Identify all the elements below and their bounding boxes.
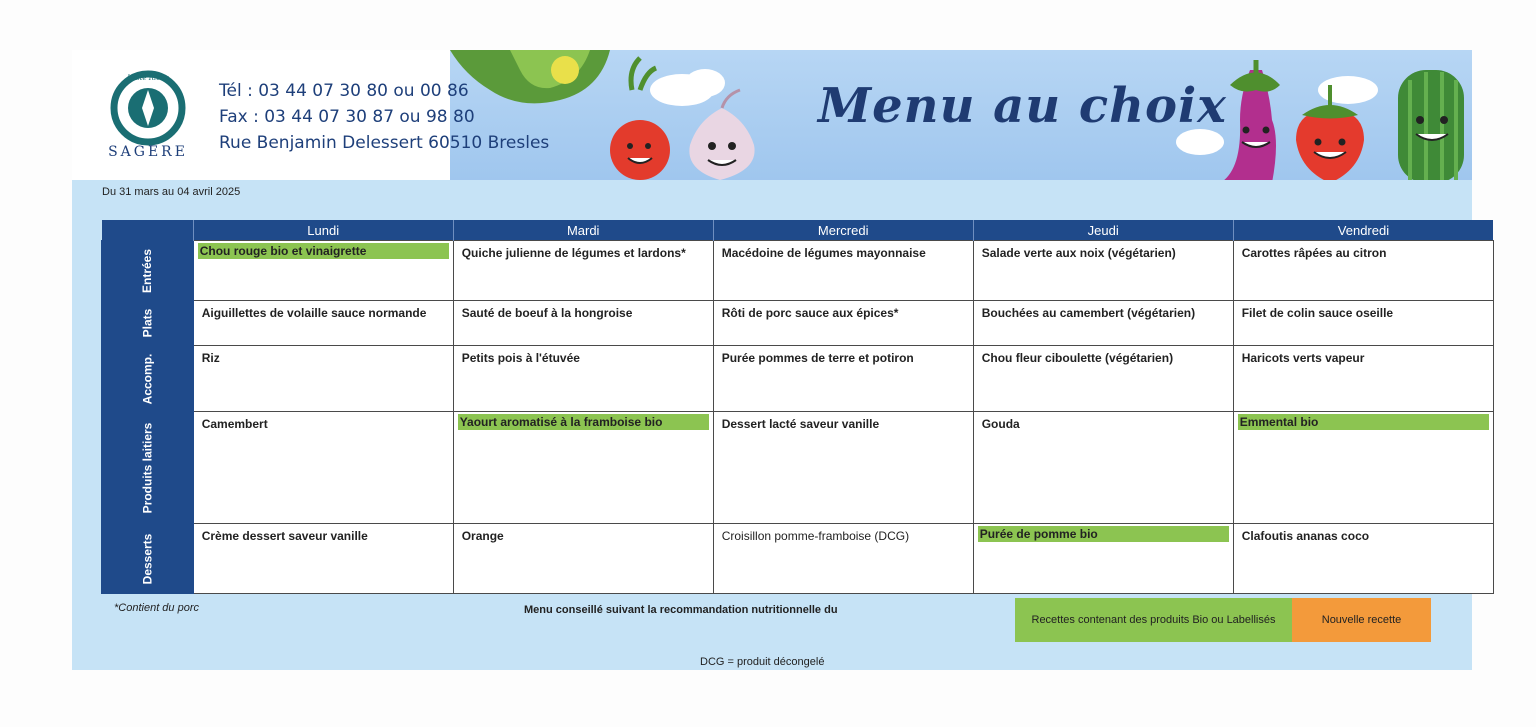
menu-title: Menu au choix <box>818 78 1227 134</box>
phone-number: Tél : 03 44 07 30 80 ou 00 86 <box>219 81 469 101</box>
menu-cell <box>1233 241 1493 301</box>
dish: Salade verte aux noix (végétarien) <box>981 246 1176 260</box>
dish: Chou fleur ciboulette (végétarien) <box>981 351 1174 365</box>
table-corner <box>102 220 194 241</box>
menu-cell <box>973 346 1233 412</box>
dish: Rôti de porc sauce aux épices* <box>721 306 899 320</box>
logo-text-bottom: SAGERE <box>108 144 188 158</box>
course-label <box>102 241 194 301</box>
date-range: Du 31 mars au 04 avril 2025 <box>102 186 241 198</box>
day-header: Vendredi <box>1233 220 1493 241</box>
menu-cell <box>713 412 973 524</box>
menu-cell <box>713 346 973 412</box>
menu-row <box>102 524 1494 594</box>
dish: Macédoine de légumes mayonnaise <box>721 246 926 260</box>
menu-cell <box>193 301 453 346</box>
dish: Haricots verts vapeur <box>1241 351 1365 365</box>
fax-number: Fax : 03 44 07 30 87 ou 98 80 <box>219 107 475 127</box>
dish: Quiche julienne de légumes et lardons* <box>461 246 686 260</box>
dish: Croisillon pomme-framboise (DCG) <box>721 529 910 543</box>
dish: Dessert lacté saveur vanille <box>721 417 880 431</box>
course-label-text: Produits laitiers <box>140 422 155 513</box>
menu-cell <box>453 524 713 594</box>
course-label-text: Accomp. <box>140 353 155 404</box>
day-header: Mercredi <box>713 220 973 241</box>
dish: Orange <box>461 529 504 543</box>
menu-cell <box>1233 346 1493 412</box>
logo-text-top: Halte Rieux <box>127 74 169 82</box>
menu-cell <box>973 301 1233 346</box>
dish: Riz <box>201 351 220 365</box>
pork-note: *Contient du porc <box>114 602 199 614</box>
course-label <box>102 346 194 412</box>
dish: Sauté de boeuf à la hongroise <box>461 306 633 320</box>
sagere-logo <box>102 66 194 158</box>
dish-bio: Yaourt aromatisé à la framboise bio <box>458 414 709 430</box>
menu-cell <box>973 241 1233 301</box>
menu-cell <box>973 412 1233 524</box>
dish-bio: Emmental bio <box>1238 414 1489 430</box>
course-label-text: Plats <box>140 308 155 338</box>
dish: Carottes râpées au citron <box>1241 246 1387 260</box>
menu-cell <box>713 524 973 594</box>
day-header: Jeudi <box>973 220 1233 241</box>
day-header: Lundi <box>193 220 453 241</box>
menu-table <box>101 220 1494 594</box>
dish: Gouda <box>981 417 1020 431</box>
menu-cell <box>453 412 713 524</box>
course-label <box>102 412 194 524</box>
legend-new-recipe: Nouvelle recette <box>1292 598 1431 642</box>
dish: Purée pommes de terre et potiron <box>721 351 914 365</box>
dish: Petits pois à l'étuvée <box>461 351 580 365</box>
course-label <box>102 524 194 594</box>
menu-cell <box>193 241 453 301</box>
menu-cell <box>193 346 453 412</box>
menu-cell <box>1233 524 1493 594</box>
dish-bio: Chou rouge bio et vinaigrette <box>198 243 449 259</box>
menu-cell <box>1233 412 1493 524</box>
dcg-note: DCG = produit décongelé <box>700 656 825 668</box>
day-header: Mardi <box>453 220 713 241</box>
dish: Bouchées au camembert (végétarien) <box>981 306 1196 320</box>
dish: Filet de colin sauce oseille <box>1241 306 1394 320</box>
dish: Clafoutis ananas coco <box>1241 529 1370 543</box>
menu-cell <box>453 241 713 301</box>
legend-bio: Recettes contenant des produits Bio ou Labellisés <box>1015 598 1292 642</box>
course-label-text: Entrées <box>140 248 155 293</box>
menu-cell <box>193 524 453 594</box>
day-header-row <box>102 220 1494 241</box>
menu-cell <box>1233 301 1493 346</box>
nutrition-note: Menu conseillé suivant la recommandation nutritionnelle du <box>524 604 838 616</box>
menu-cell <box>713 241 973 301</box>
menu-row <box>102 346 1494 412</box>
menu-cell <box>193 412 453 524</box>
menu-cell <box>453 346 713 412</box>
menu-row <box>102 301 1494 346</box>
menu-cell <box>713 301 973 346</box>
dish: Crème dessert saveur vanille <box>201 529 368 543</box>
dish: Aiguillettes de volaille sauce normande <box>201 306 427 320</box>
menu-cell <box>973 524 1233 594</box>
menu-row <box>102 241 1494 301</box>
menu-row <box>102 412 1494 524</box>
contact-block <box>219 78 549 156</box>
course-label-text: Desserts <box>140 533 155 584</box>
dish-bio: Purée de pomme bio <box>978 526 1229 542</box>
dish: Camembert <box>201 417 268 431</box>
menu-cell <box>453 301 713 346</box>
course-label <box>102 301 194 346</box>
address: Rue Benjamin Delessert 60510 Bresles <box>219 133 550 153</box>
